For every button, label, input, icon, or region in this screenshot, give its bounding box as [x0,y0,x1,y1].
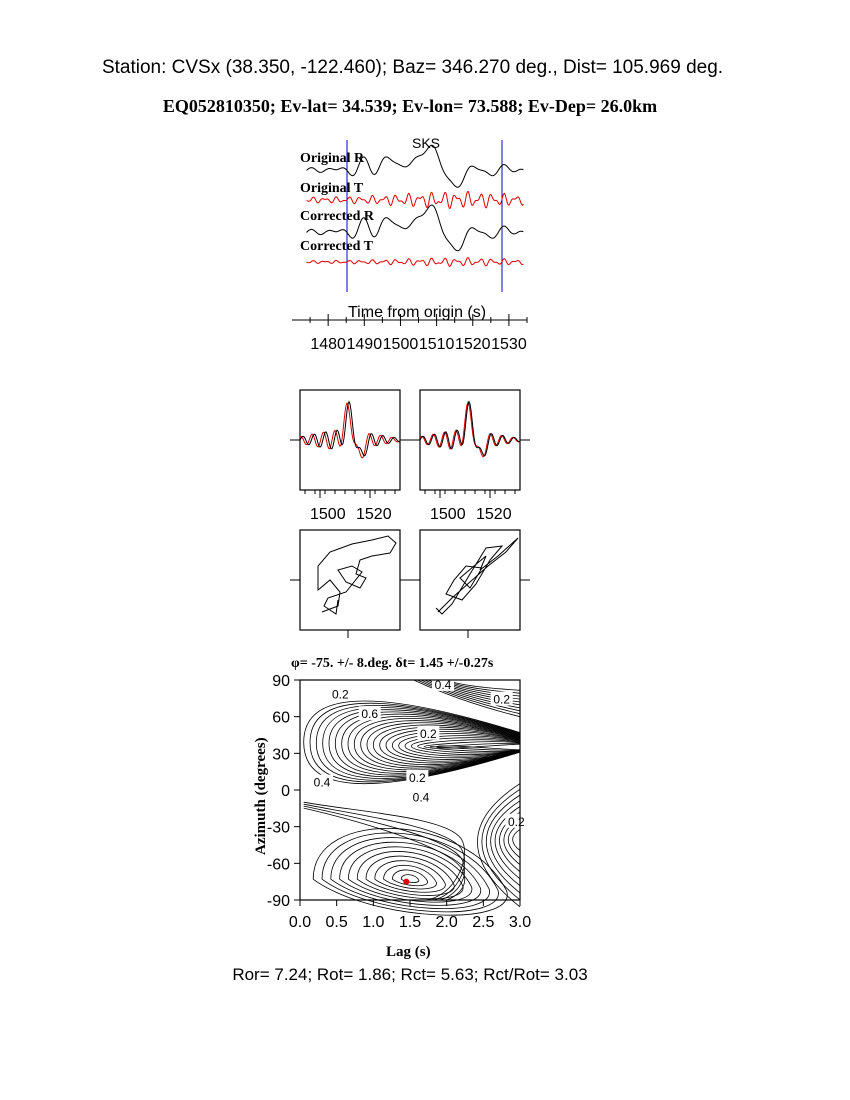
energy-contour-panel [253,656,531,960]
contour-label: 0.2 [493,692,511,707]
particle-box-right [420,530,520,630]
contour-x-tick-label: 2.5 [472,914,495,931]
waveform-box-ticks [290,440,530,498]
contour-label: 0.2 [419,726,437,741]
contour-label: 0.4 [313,775,331,790]
waveform-left-tick-1520: 1520 [356,506,392,523]
station-header: Station: CVSx (38.350, -122.460); Baz= 346.270 deg., Dist= 105.969 deg. [101,57,724,78]
contour-x-tick-label: 1.5 [398,914,422,931]
contour-x-tick-label: 1.0 [362,914,385,931]
time-tick-label: 1530 [491,336,527,353]
time-tick-label: 1480 [310,336,346,353]
ratio-footer: Ror= 7.24; Rot= 1.86; Rct= 5.63; Rct/Rot= 3.03 [232,965,588,984]
trace-corrected-t [307,258,524,266]
contour-label: 0.4 [412,790,430,805]
waveform-right-transverse [420,402,520,457]
time-tick-label: 1510 [418,336,455,353]
particle-motion-panels [290,530,530,638]
contour-xlabel: Lag (s) [386,944,431,960]
contour-y-tick-label: 60 [272,709,290,727]
trace-label-corrected-r: Corrected R [300,209,374,224]
time-axis-label: Time from origin (s) [348,304,487,321]
event-header: EQ052810350; Ev-lat= 34.539; Ev-lon= 73.588; Ev-Dep= 26.0km [162,96,658,116]
contour-y-tick-label: 30 [272,746,290,764]
trace-label-corrected-t: Corrected T [300,239,373,254]
waveform-right-tick-1520: 1520 [476,506,512,523]
contour-title: φ= -75. +/- 8.deg. δt= 1.45 +/-0.27s [291,656,494,671]
waveform-overlay-panels [290,390,530,523]
waveform-left-transverse [300,403,400,458]
particle-motion-right [436,538,518,614]
seismogram-panel [292,135,527,353]
trace-label-original-r: Original R [300,151,365,166]
contour-label: 0.2 [331,687,349,702]
trace-label-original-t: Original T [300,181,364,196]
contour-line-lower [392,870,427,886]
time-tick-label: 1500 [382,336,419,353]
waveform-left-tick-1500: 1500 [310,506,346,523]
contour-x-tick-label: 3.0 [508,914,532,931]
contour-x-tick-label: 0.5 [325,914,348,931]
contour-line-topright [447,680,520,690]
contour-x-tick-label: 2.0 [435,914,458,931]
contour-ylabel: Azimuth (degrees) [253,737,269,855]
contour-line-right [513,829,520,850]
phase-label: SKS [412,135,441,151]
contour-line-right [477,784,520,907]
contour-y-tick-label: -30 [266,819,290,837]
contour-y-tick-label: -90 [266,893,290,910]
time-tick-label: 1520 [454,336,491,353]
contour-y-tick-label: 0 [281,783,290,800]
waveform-right-tick-1500: 1500 [430,506,466,523]
contour-y-tick-label: -60 [266,856,290,874]
particle-box-ticks [290,580,530,638]
contour-label: 0.2 [507,814,525,829]
contour-line-band [304,808,465,900]
contour-line-band [304,802,465,900]
waveform-left-radial [300,402,400,456]
best-fit-marker [403,879,409,885]
contour-line-lower [340,842,481,905]
particle-motion-left [318,536,396,614]
time-tick-label: 1490 [346,336,383,353]
contour-label: 0.2 [408,770,426,785]
contour-label: 0.6 [361,707,379,722]
contour-label: 0.4 [434,677,452,692]
contour-x-tick-label: 0.0 [288,914,312,931]
contour-y-tick-label: 90 [272,673,290,690]
